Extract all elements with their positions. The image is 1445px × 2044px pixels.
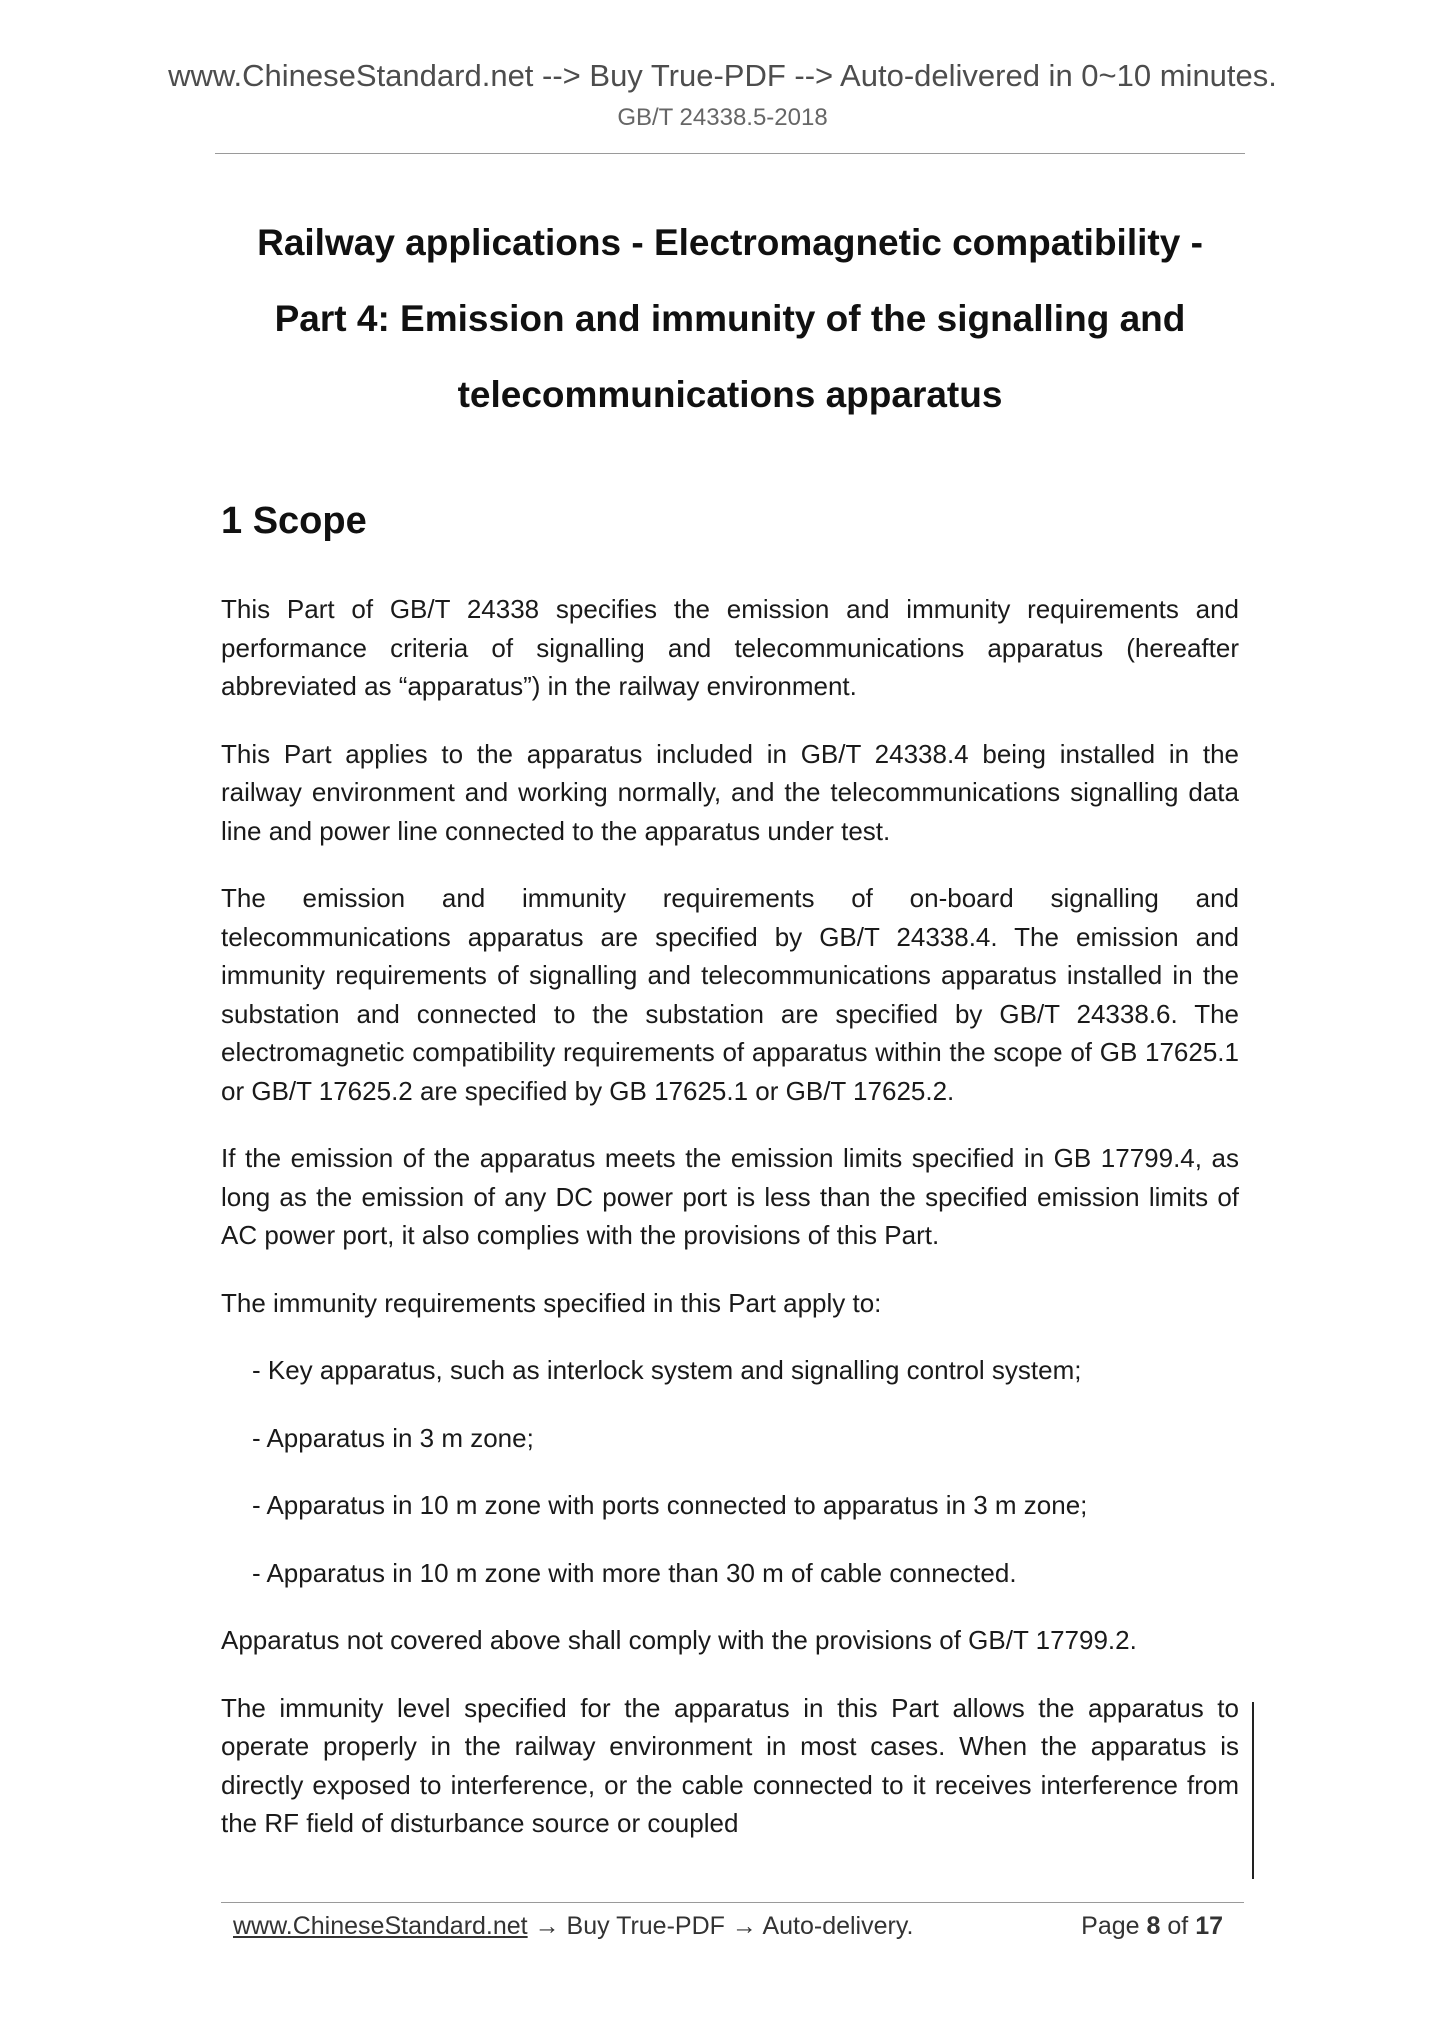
- paragraph-3: The emission and immunity requirements of on-board signalling and telecommunications apparatus are specified by GB/T 24338.4. The emission and immunity requirements of signalling and telecommunications apparatus installed in the substation and connected to the substation are specified by GB/T 24338.6. The electromagnetic compatibility requirements of apparatus within the scope of GB 17625.1 or GB/T 17625.2 are specified by GB 17625.1 or GB/T 17625.2.: [221, 883, 1239, 1106]
- page-of: of: [1167, 1912, 1189, 1940]
- header-banner: www.ChineseStandard.net --> Buy True-PDF --> Auto-delivered in 0~10 minutes.: [168, 58, 1277, 93]
- paragraph-6: Apparatus not covered above shall comply with the provisions of GB/T 17799.2.: [221, 1625, 1137, 1655]
- list-item: - Apparatus in 3 m zone;: [252, 1422, 534, 1453]
- header-divider: [215, 153, 1245, 154]
- paragraph-7: The immunity level specified for the apparatus in this Part allows the apparatus to operate properly in the railway environment in most cases. When the apparatus is directly exposed to interference, or the cable connected to it receives interference from the RF field of disturbance source or coupled: [221, 1692, 1239, 1838]
- footer-site-link[interactable]: www.ChineseStandard.net: [233, 1912, 528, 1940]
- list-item: - Apparatus in 10 m zone with ports connected to apparatus in 3 m zone;: [252, 1490, 1088, 1520]
- arrow-icon: →: [534, 1912, 560, 1940]
- header-standard-number: GB/T 24338.5-2018: [617, 104, 828, 131]
- footer-delivery-text: Auto-delivery.: [762, 1912, 914, 1940]
- list-item: - Key apparatus, such as interlock system and signalling control system;: [252, 1355, 1082, 1385]
- paragraph-1: This Part of GB/T 24338 specifies the emission and immunity requirements and performance criteria of signalling and telecommunications apparatus (hereafter abbreviated as “apparatus”) in the railway environment.: [221, 594, 1239, 701]
- paragraph-5: The immunity requirements specified in this Part apply to:: [221, 1287, 882, 1318]
- document-title: [200, 205, 1260, 433]
- paragraph-2: This Part applies to the apparatus included in GB/T 24338.4 being installed in the railway environment and working normally, and the telecommunications signalling data line and power line connected to the apparatus under test.: [221, 738, 1239, 846]
- page-label: Page: [1081, 1912, 1140, 1940]
- section-body: [221, 590, 1239, 1843]
- section-heading: 1 Scope: [221, 500, 367, 542]
- list-item: - Apparatus in 10 m zone with more than 30 m of cable connected.: [252, 1557, 1017, 1588]
- paragraph-4: If the emission of the apparatus meets the emission limits specified in GB 17799.4, as long as the emission of any DC power port is less than the specified emission limits of AC power port, it also complies with the provisions of this Part.: [221, 1143, 1239, 1250]
- arrow-icon: →: [731, 1912, 757, 1940]
- footer-buy-text: Buy True-PDF: [566, 1912, 725, 1940]
- page-total: 17: [1195, 1912, 1223, 1940]
- footer: [233, 1912, 1223, 1941]
- change-bar: [1252, 1702, 1254, 1879]
- title-line-2: Part 4: Emission and immunity of the signalling and: [274, 298, 1186, 339]
- title-line-3: telecommunications apparatus: [457, 374, 1003, 415]
- title-line-1: Railway applications - Electromagnetic compatibility -: [257, 222, 1203, 263]
- page-current: 8: [1146, 1912, 1161, 1940]
- page-number: [1081, 1912, 1223, 1941]
- footer-divider: [221, 1902, 1244, 1903]
